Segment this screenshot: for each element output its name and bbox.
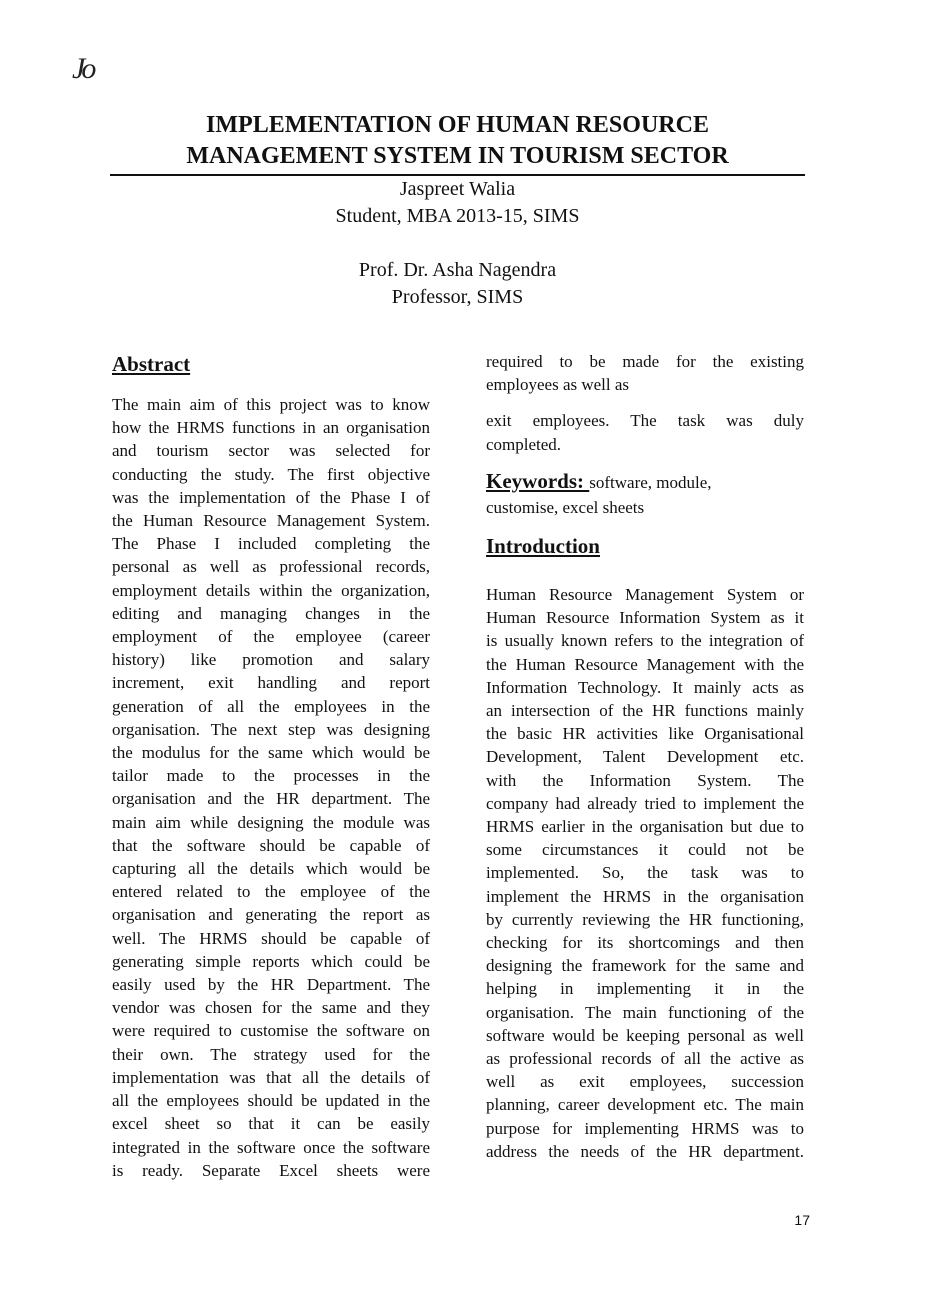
keywords-label: Keywords:: [486, 468, 590, 493]
abstract-line: well. The HRMS should be capable of: [112, 928, 430, 948]
abstract-cont-line: employees as well as: [486, 375, 630, 395]
introduction-line: address the needs of the HR department.: [486, 1141, 804, 1161]
abstract-line: employment of the employee (career: [112, 627, 430, 647]
introduction-line: well as exit employees, succession: [486, 1072, 804, 1092]
abstract-heading: Abstract: [112, 352, 191, 376]
abstract-body: [112, 393, 430, 1182]
abstract-line: history) like promotion and salary: [112, 650, 430, 670]
abstract-line: their own. The strategy used for the: [112, 1044, 430, 1064]
abstract-line: organisation and the HR department. The: [112, 789, 430, 809]
journal-logo: Jo: [72, 52, 93, 85]
abstract-line: organisation and generating the report as: [112, 905, 430, 925]
abstract-line: and tourism sector was selected for: [112, 441, 430, 461]
introduction-line: HRMS earlier in the organisation but due to: [486, 817, 804, 837]
introduction-line: as professional records of all the active as: [486, 1049, 804, 1069]
introduction-line: software would be keeping personal as well: [486, 1025, 804, 1045]
author-1: [110, 176, 805, 230]
abstract-line: vendor was chosen for the same and they: [112, 998, 430, 1018]
author-2-affiliation: Professor, SIMS: [391, 286, 524, 308]
abstract-line: increment, exit handling and report: [112, 673, 430, 693]
author-2: [110, 257, 805, 311]
introduction-line: is usually known refers to the integration of: [486, 631, 804, 651]
abstract-cont-line: completed.: [486, 434, 562, 454]
introduction-line: designing the framework for the same and: [486, 956, 804, 976]
introduction-line: organisation. The main functioning of the: [486, 1002, 804, 1022]
introduction-line: Human Resource Information System as it: [486, 608, 804, 628]
keywords-line: [486, 468, 804, 496]
abstract-line: excel sheet so that it can be easily: [112, 1114, 430, 1134]
introduction-heading: Introduction: [486, 534, 600, 559]
abstract-line: The main aim of this project was to know: [112, 395, 430, 414]
abstract-line: integrated in the software once the software: [112, 1137, 430, 1157]
introduction-line: implemented. So, the task was to: [486, 863, 804, 883]
abstract-line: the modulus for the same which would be: [112, 743, 430, 763]
abstract-line: tailor made to the processes in the: [112, 766, 430, 786]
abstract-line: was the implementation of the Phase I of: [112, 487, 430, 507]
page-number: 17: [794, 1212, 810, 1228]
introduction-line: the basic HR activities like Organisational: [486, 724, 804, 744]
abstract-line: organisation. The next step was designing: [112, 719, 430, 739]
introduction-line: by currently reviewing the HR functioning,: [486, 909, 804, 929]
introduction-line: an intersection of the HR functions mainly: [486, 701, 804, 721]
introduction-line: the Human Resource Management with the: [486, 654, 804, 674]
abstract-line: main aim while designing the module was: [112, 812, 430, 832]
abstract-line: conducting the study. The first objective: [112, 464, 430, 484]
author-2-name: Prof. Dr. Asha Nagendra: [358, 259, 557, 281]
paper-title: [110, 110, 805, 176]
introduction-line: planning, career development etc. The main: [486, 1095, 804, 1115]
left-column: [112, 350, 430, 1182]
abstract-line: all the employees should be updated in the: [112, 1091, 430, 1111]
introduction-line: Human Resource Management System or: [486, 585, 804, 605]
introduction-line: Information Technology. It mainly acts as: [486, 677, 804, 697]
introduction-line: helping in implementing it in the: [486, 979, 804, 999]
abstract-cont-line: exit employees. The task was duly: [486, 411, 804, 431]
abstract-line: implementation was that all the details of: [112, 1067, 430, 1087]
abstract-line: The Phase I included completing the: [112, 534, 430, 554]
title-line-1: IMPLEMENTATION OF HUMAN RESOURCE: [206, 112, 709, 138]
abstract-line: generating simple reports which could be: [112, 951, 430, 971]
right-column: [486, 350, 804, 1163]
abstract-line: capturing all the details which would be: [112, 859, 430, 879]
abstract-line: personal as well as professional records,: [112, 557, 430, 577]
abstract-line: is ready. Separate Excel sheets were: [112, 1160, 430, 1180]
introduction-line: implement the HRMS in the organisation: [486, 886, 804, 906]
author-1-name: Jaspreet Walia: [399, 178, 516, 200]
abstract-line: employment details within the organization,: [112, 580, 430, 600]
abstract-line: the Human Resource Management System.: [112, 511, 430, 531]
keywords-line-2: customise, excel sheets: [486, 497, 645, 517]
abstract-cont-line: required to be made for the existing: [486, 352, 804, 371]
keywords-values: software, module,: [589, 472, 712, 492]
abstract-line: that the software should be capable of: [112, 835, 430, 855]
abstract-line: were required to customise the software on: [112, 1021, 430, 1041]
introduction-line: some circumstances it could not be: [486, 840, 804, 860]
abstract-line: generation of all the employees in the: [112, 696, 430, 716]
abstract-line: easily used by the HR Department. The: [112, 975, 430, 995]
introduction-line: with the Information System. The: [486, 770, 804, 790]
introduction-line: Development, Talent Development etc.: [486, 747, 804, 767]
title-line-2: MANAGEMENT SYSTEM IN TOURISM SECTOR: [186, 143, 729, 169]
abstract-line: how the HRMS functions in an organisation: [112, 418, 430, 438]
introduction-line: company had already tried to implement the: [486, 793, 804, 813]
introduction-body: [486, 583, 804, 1163]
abstract-line: entered related to the employee of the: [112, 882, 430, 902]
abstract-line: editing and managing changes in the: [112, 603, 430, 623]
introduction-line: purpose for implementing HRMS was to: [486, 1118, 804, 1138]
introduction-line: checking for its shortcomings and then: [486, 933, 804, 953]
author-1-affiliation: Student, MBA 2013-15, SIMS: [335, 205, 580, 227]
